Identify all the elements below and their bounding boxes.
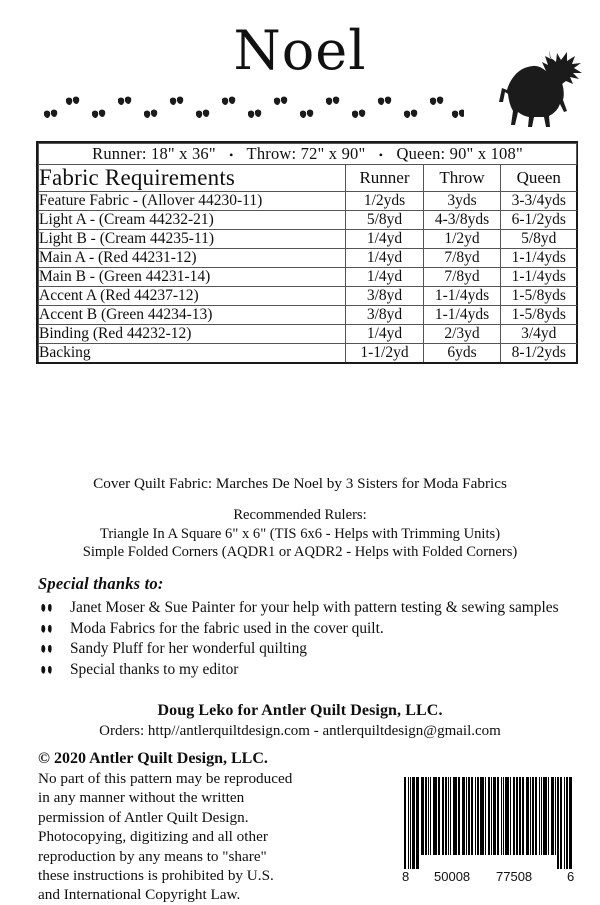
yardage-queen: 1-1/4yds [501, 268, 577, 287]
hoof-print-bullet-icon [40, 643, 53, 656]
yardage-runner: 1/2yds [346, 192, 424, 211]
table-row [39, 287, 577, 306]
copyright-text-line: these instructions is prohibited by U.S. [38, 867, 274, 885]
cover-fabric-note: Cover Quilt Fabric: Marches De Noel by 3 Sisters for Moda Fabrics [93, 475, 507, 492]
yardage-runner: 1/4yd [346, 268, 424, 287]
thanks-text: Sandy Pluff for her wonderful quilting [70, 640, 307, 657]
yardage-throw: 1-1/4yds [424, 287, 501, 306]
fabric-name: Light A - (Cream 44232-21) [39, 211, 346, 230]
table-row [39, 230, 577, 249]
fabric-name: Backing [39, 344, 346, 363]
thanks-text: Janet Moser & Sue Painter for your help with pattern testing & sewing samples [70, 599, 559, 616]
fabric-name: Accent B (Green 44234-13) [39, 306, 346, 325]
yardage-queen: 1-5/8yds [501, 306, 577, 325]
notes-section [0, 474, 600, 562]
fabric-name: Binding (Red 44232-12) [39, 325, 346, 344]
copyright-text-line: Photocopying, digitizing and all other [38, 828, 268, 846]
yardage-queen: 3/4yd [501, 325, 577, 344]
yardage-queen: 1-5/8yds [501, 287, 577, 306]
special-thanks-section [38, 574, 583, 680]
copyright-text-line: No part of this pattern may be reproduced [38, 770, 293, 787]
size-throw: Throw: 72" x 90" [246, 144, 366, 163]
fabric-name: Feature Fabric - (Allover 44230-11) [39, 192, 346, 211]
copyright-text-line: in any manner without the written [38, 789, 245, 807]
orders-line: Orders: http//antlerquiltdesign.com - antlerquiltdesign@gmail.com [99, 723, 501, 739]
table-row [39, 325, 577, 344]
list-item [38, 639, 583, 660]
spacer [0, 493, 600, 506]
hoof-tracks-divider-icon [44, 92, 464, 126]
table-row [39, 249, 577, 268]
size-separator-2: • [378, 147, 384, 162]
publisher-name: Doug Leko for Antler Quilt Design, LLC. [157, 702, 443, 719]
special-thanks-heading: Special thanks to: [38, 574, 164, 593]
table-header-row [39, 165, 577, 192]
yardage-throw: 2/3yd [424, 325, 501, 344]
hoof-print-bullet-icon [40, 664, 53, 677]
column-header-runner: Runner [346, 165, 424, 192]
fabric-name: Accent A (Red 44237-12) [39, 287, 346, 306]
yardage-throw: 7/8yd [424, 249, 501, 268]
table-row [39, 211, 577, 230]
thanks-text: Moda Fabrics for the fabric used in the cover quilt. [70, 619, 384, 637]
size-runner: Runner: 18" x 36" [92, 144, 216, 163]
list-item [38, 598, 583, 619]
column-header-throw: Throw [424, 165, 501, 192]
table-row [39, 192, 577, 211]
yardage-queen: 8-1/2yds [501, 344, 577, 363]
hoof-print-bullet-icon [40, 602, 53, 615]
yardage-runner: 3/8yd [346, 287, 424, 306]
yardage-queen: 5/8yd [501, 230, 577, 249]
table-row [39, 344, 577, 363]
yardage-runner: 5/8yd [346, 211, 424, 230]
fabric-name: Main A - (Red 44231-12) [39, 249, 346, 268]
column-header-queen: Queen [501, 165, 577, 192]
barcode-digit-group: 8 [402, 869, 410, 884]
copyright-text-line: permission of Antler Quilt Design. [38, 808, 249, 826]
size-separator-1: • [229, 147, 234, 162]
size-queen: Queen: 90" x 108" [396, 144, 523, 163]
yardage-runner: 1/4yd [346, 249, 424, 268]
barcode-bars [404, 777, 580, 869]
upc-barcode-icon [404, 777, 580, 889]
barcode-digits [404, 869, 580, 887]
barcode-digit-group: 77508 [496, 869, 533, 884]
copyright-text-line: reproduction by any means to "share" [38, 847, 267, 865]
table-row [39, 268, 577, 287]
yardage-throw: 7/8yd [424, 268, 501, 287]
copyright-line: © 2020 Antler Quilt Design, LLC. [38, 750, 268, 767]
yardage-throw: 1-1/4yds [424, 306, 501, 325]
barcode-digit-group: 6 [567, 869, 575, 884]
copyright-block [38, 748, 378, 905]
yardage-runner: 1/4yd [346, 325, 424, 344]
quilt-sizes-row [39, 144, 577, 165]
page-title: Noel [233, 19, 367, 82]
yardage-queen: 3-3/4yds [501, 192, 577, 211]
yardage-throw: 4-3/8yds [424, 211, 501, 230]
table-row [39, 306, 577, 325]
yardage-queen: 6-1/2yds [501, 211, 577, 230]
recommended-rulers-heading: Recommended Rulers: [233, 507, 367, 523]
table-heading: Fabric Requirements [39, 165, 346, 192]
barcode-digit-group: 50008 [434, 869, 471, 884]
yardage-throw: 6yds [424, 344, 501, 363]
recommended-ruler-2: Simple Folded Corners (AQDR1 or AQDR2 - Helps with Folded Corners) [82, 544, 518, 560]
thanks-text: Special thanks to my editor [70, 660, 239, 678]
recommended-ruler-1: Triangle In A Square 6" x 6" (TIS 6x6 - Helps with Trimming Units) [99, 525, 501, 542]
yardage-runner: 1-1/2yd [346, 344, 424, 363]
yardage-runner: 3/8yd [346, 306, 424, 325]
copyright-text-line: and International Copyright Law. [38, 886, 241, 904]
fabric-name: Light B - (Cream 44235-11) [39, 230, 346, 249]
moose-silhouette-icon [487, 32, 587, 132]
list-item [38, 619, 583, 640]
fabric-name: Main B - (Green 44231-14) [39, 268, 346, 287]
yardage-queen: 1-1/4yds [501, 249, 577, 268]
list-item [38, 660, 583, 681]
yardage-runner: 1/4yd [346, 230, 424, 249]
fabric-requirements-table [36, 141, 578, 364]
publisher-footer [0, 700, 600, 742]
yardage-throw: 3yds [424, 192, 501, 211]
hoof-print-bullet-icon [40, 623, 53, 636]
yardage-throw: 1/2yd [424, 230, 501, 249]
